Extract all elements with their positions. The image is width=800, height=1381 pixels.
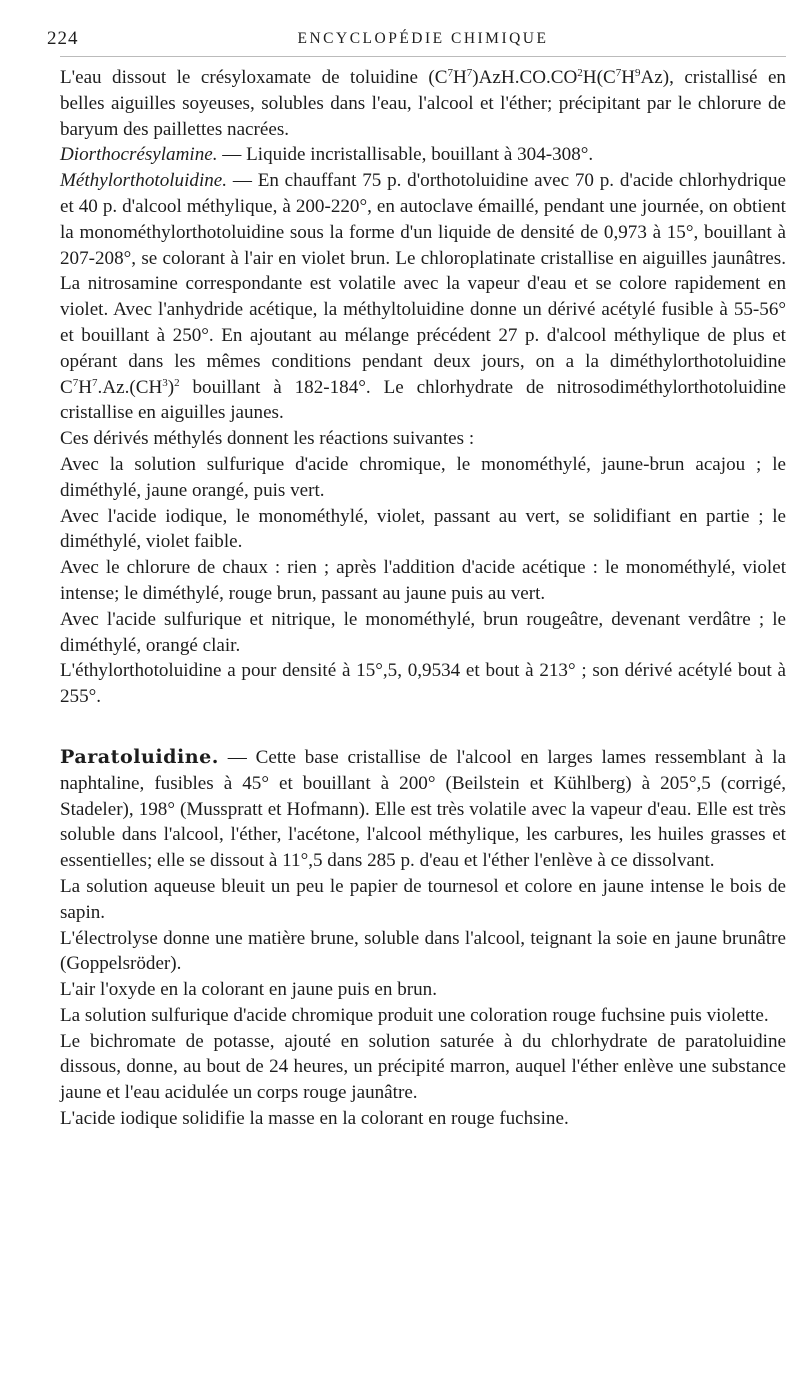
- paragraph-ethylorthotoluidine: L'éthylorthotoluidine a pour densité à 15°,5, 0,9534 et bout à 213° ; son dérivé acétylé bout à 255°.: [60, 660, 786, 708]
- paragraph-electrolysis: L'électrolyse donne une matière brune, soluble dans l'alcool, teignant la soie en jaune brunâtre (Goppelsröder).: [60, 927, 786, 975]
- page-number: 224: [47, 28, 79, 49]
- paragraph-chromic-solution: La solution sulfurique d'acide chromique produit une coloration rouge fuchsine puis violette.: [60, 1004, 769, 1026]
- paragraph-air-oxidation: L'air l'oxyde en la colorant en jaune puis en brun.: [60, 979, 437, 1001]
- heading-paratoluidine: Paratoluidine.: [60, 744, 219, 768]
- paragraph-aqueous-solution: La solution aqueuse bleuit un peu le papier de tournesol et colore en jaune intense le bois de sapin.: [60, 875, 786, 923]
- paragraph-methylorthotoluidine: Méthylorthotoluidine. — En chauffant 75 p. d'orthotoluidine avec 70 p. d'acide chlorhydrique et 40 p. d'alcool méthylique, à 200-220°, en autoclave émaillé, pendant une journée, on obtient la monométhylorthotoluidine sous la forme d'un liquide de densité de 0,973 à 15°, bouillant à 207-208°, se colorant à l'air en violet brun. Le chloroplatinate cristallise en aiguilles jaunâtres. La nitrosamine correspondante est volatile avec la vapeur d'eau et se colore rapidement en violet. Avec l'anhydride acétique, la méthyltoluidine donne un dérivé acétylé fusible à 55-56° et bouillant à 250°. En ajoutant au mélange précédent 27 p. d'alcool méthylique de plus et opérant dans les mêmes conditions pendant deux jours, on a la diméthylorthotoluidine $C^7H^7.Az.(CH^3)^2$ bouillant à 182-184°. Le chlorhydrate de nitrosodiméthylorthotoluidine cristallise en aiguilles jaunes.: [60, 170, 786, 424]
- paragraph-iodic-acid-solidifies: L'acide iodique solidifie la masse en la colorant en rouge fuchsine.: [60, 1108, 569, 1130]
- paragraph-bichromate: Le bichromate de potasse, ajouté en solution saturée à du chlorhydrate de paratoluidine dissous, donne, au bout de 24 heures, un précipité marron, auquel l'éther enlève une substance jaune et l'eau acidulée un corps rouge jaunâtre.: [60, 1030, 786, 1104]
- paragraph-chromic-acid: Avec la solution sulfurique d'acide chromique, le monométhylé, jaune-brun acajou ; le diméthylé, jaune orangé, puis vert.: [60, 453, 786, 501]
- paragraph-sulfuric-nitric: Avec l'acide sulfurique et nitrique, le monométhylé, brun rougeâtre, devenant verdâtre ; le diméthylé, orangé clair.: [60, 608, 786, 656]
- section-gap: [60, 710, 786, 744]
- paragraph-reactions-intro: Ces dérivés méthylés donnent les réactions suivantes :: [60, 428, 475, 450]
- term-methylorthotoluidine: Méthylorthotoluidine.: [60, 170, 228, 192]
- running-header: [47, 20, 786, 57]
- term-diorthocresylamine: Diorthocrésylamine.: [60, 144, 218, 166]
- running-title: ENCYCLOPÉDIE CHIMIQUE: [297, 30, 549, 47]
- paragraph-paratoluidine: Paratoluidine. — Cette base cristallise de l'alcool en larges lames ressemblant à la naphtaline, fusibles à 45° et bouillant à 200° (Beilstein et Kühlberg) à 205°,5 (corrigé, Stadeler), 198° (Musspratt et Hofmann). Elle est très volatile avec la vapeur d'eau. Elle est très soluble dans l'alcool, l'éther, l'acétone, l'alcool méthylique, les carbures, les huiles grasses et essentielles; elle se dissout à 11°,5 dans 285 p. d'eau et l'éther l'enlève à ce dissolvant.: [60, 744, 786, 872]
- paragraph-cresyloxamate: L'eau dissout le crésyloxamate de toluidine $(C^7H^7)AzH.CO.CO^2H(C^7H^9Az)$, cristallisé en belles aiguilles soyeuses, solubles dans l'eau, l'alcool et l'éther; précipitant par le chlorure de baryum des paillettes nacrées.: [60, 67, 786, 140]
- paragraph-iodic-acid: Avec l'acide iodique, le monométhylé, violet, passant au vert, se solidifiant en partie ; le diméthylé, violet faible.: [60, 505, 786, 553]
- paragraph-chlorure-de-chaux: Avec le chlorure de chaux : rien ; après l'addition d'acide acétique : le monométhylé, violet intense; le diméthylé, rouge brun, passant au jaune puis au vert.: [60, 557, 786, 604]
- paragraph-diorthocresylamine: Diorthocrésylamine. — Liquide incristallisable, bouillant à 304-308°.: [60, 144, 594, 166]
